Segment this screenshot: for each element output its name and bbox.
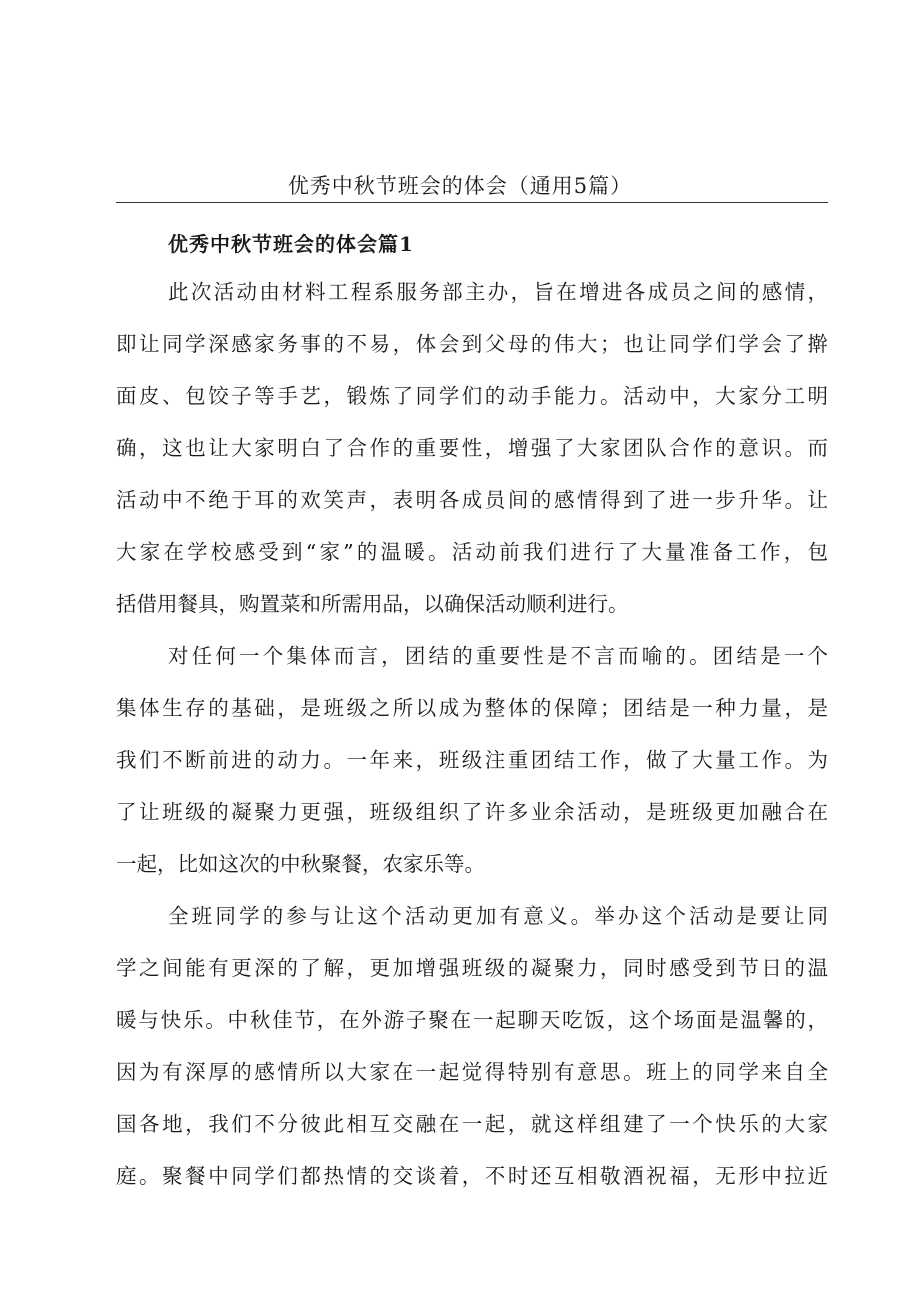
paragraph-3-line: 国各地，我们不分彼此相互交融在一起，就这样组建了一个快乐的大家: [116, 1112, 828, 1136]
paragraph-2-line: 了让班级的凝聚力更强，班级组织了许多业余活动，是班级更加融合在: [116, 800, 828, 824]
document-title: 优秀中秋节班会的体会（通用5篇）: [287, 174, 633, 198]
paragraph-1-line: 大家在学校感受到“家”的温暖。活动前我们进行了大量准备工作，包: [116, 540, 828, 564]
paragraph-1-line: 此次活动由材料工程系服务部主办，旨在增进各成员之间的感情，: [168, 280, 828, 304]
paragraph-1-line: 活动中不绝于耳的欢笑声，表明各成员间的感情得到了进一步升华。让: [116, 488, 828, 512]
paragraph-2-line: 一起，比如这次的中秋聚餐，农家乐等。: [116, 852, 485, 876]
paragraph-3-line: 因为有深厚的感情所以大家在一起觉得特别有意思。班上的同学来自全: [116, 1060, 828, 1084]
document-body: [116, 266, 828, 1202]
paragraph-3-line: 暖与快乐。中秋佳节，在外游子聚在一起聊天吃饭，这个场面是温馨的，: [116, 1008, 828, 1032]
section-heading: 优秀中秋节班会的体会篇1: [168, 232, 414, 256]
paragraph-3-line: 庭。聚餐中同学们都热情的交谈着，不时还互相敬酒祝福，无形中拉近: [116, 1164, 828, 1188]
paragraph-1-line: 括借用餐具，购置菜和所需用品，以确保活动顺利进行。: [116, 592, 629, 616]
paragraph-1-line: 面皮、包饺子等手艺，锻炼了同学们的动手能力。活动中，大家分工明: [116, 384, 828, 408]
paragraph-3-line: 学之间能有更深的了解，更加增强班级的凝聚力，同时感受到节日的温: [116, 956, 828, 980]
paragraph-2-line: 对任何一个集体而言，团结的重要性是不言而喻的。团结是一个: [168, 644, 828, 668]
paragraph-1-line: 确，这也让大家明白了合作的重要性，增强了大家团队合作的意识。而: [116, 436, 828, 460]
paragraph-2-line: 我们不断前进的动力。一年来，班级注重团结工作，做了大量工作。为: [116, 748, 828, 772]
paragraph-3-line: 全班同学的参与让这个活动更加有意义。举办这个活动是要让同: [168, 904, 828, 928]
title-underline: [116, 202, 828, 203]
paragraph-1-line: 即让同学深感家务事的不易，体会到父母的伟大；也让同学们学会了擀: [116, 332, 828, 356]
paragraph-2-line: 集体生存的基础，是班级之所以成为整体的保障；团结是一种力量，是: [116, 696, 828, 720]
